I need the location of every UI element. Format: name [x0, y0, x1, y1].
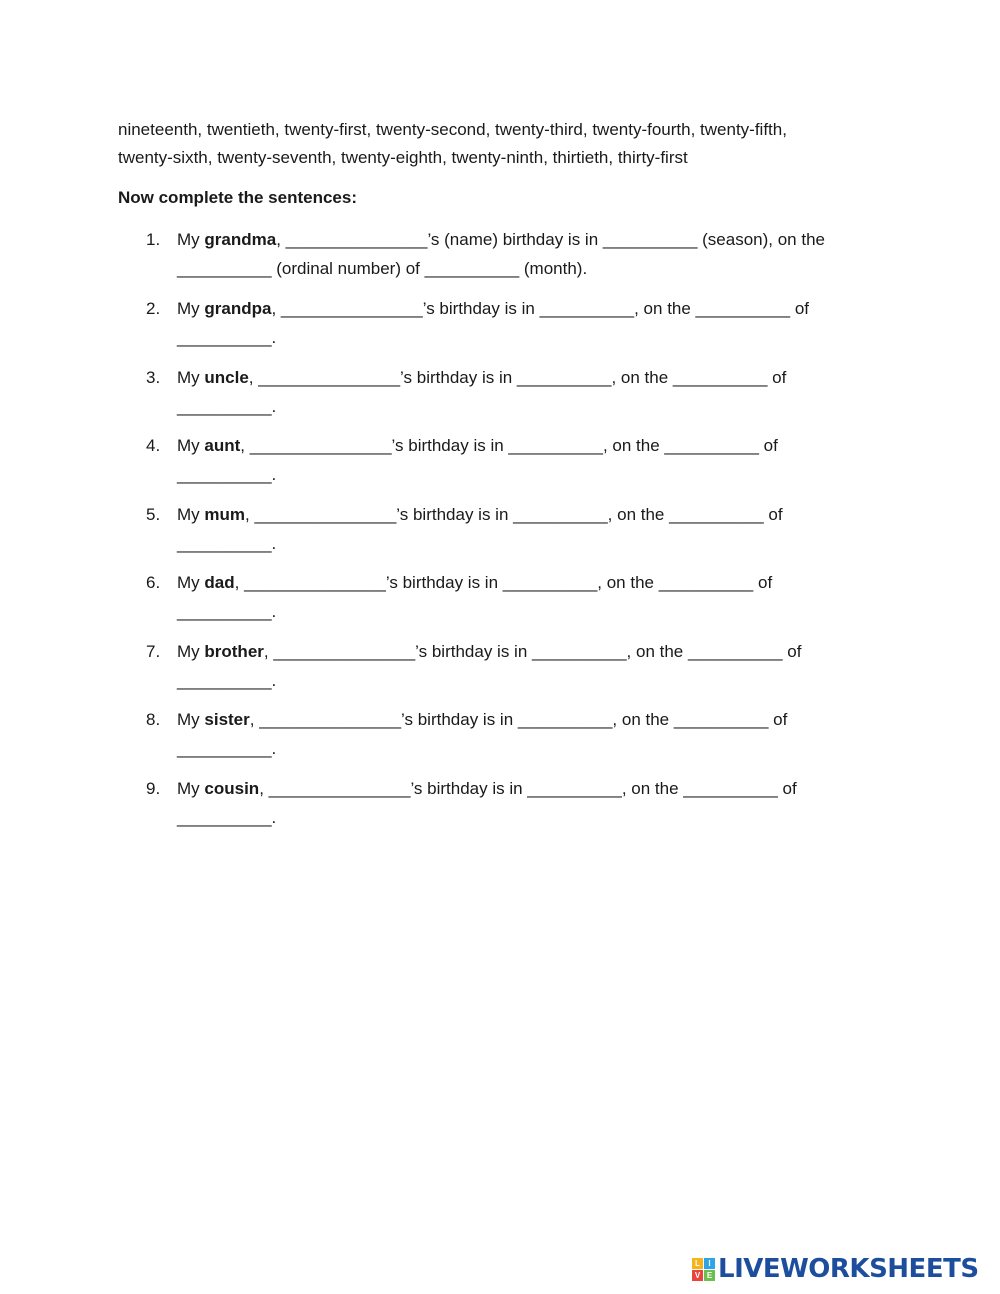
- sentence-number: 9.: [146, 779, 161, 798]
- sentence-number: 1.: [146, 230, 161, 249]
- logo-tile-v: V: [692, 1270, 703, 1281]
- instruction-heading: Now complete the sentences:: [118, 188, 358, 207]
- sentence-line-2: __________.: [177, 602, 277, 621]
- sentence-line-2: __________.: [177, 465, 277, 484]
- ordinal-word-bank: [118, 116, 878, 172]
- sentence-line-1: My mum, _______________’s birthday is in __________, on the __________ of: [177, 505, 783, 524]
- sentence-number: 2.: [146, 299, 161, 318]
- family-member: uncle: [204, 368, 249, 387]
- sentence-line-1: My sister, _______________’s birthday is in __________, on the __________ of: [177, 710, 788, 729]
- sentence-item: [146, 568, 886, 626]
- sentence-line-1: My grandpa, _______________’s birthday is in __________, on the __________ of: [177, 299, 809, 318]
- liveworksheets-logo-icon: [692, 1258, 715, 1281]
- sentence-number: 5.: [146, 505, 161, 524]
- sentence-item: [146, 637, 886, 695]
- family-member: brother: [204, 642, 264, 661]
- sentence-line-2: __________.: [177, 671, 277, 690]
- sentence-number: 3.: [146, 368, 161, 387]
- sentence-item: [146, 363, 886, 421]
- sentence-line-1: My uncle, _______________’s birthday is in __________, on the __________ of: [177, 368, 787, 387]
- logo-tile-l: L: [692, 1258, 703, 1269]
- sentence-number: 8.: [146, 710, 161, 729]
- sentence-item: [146, 774, 886, 832]
- ordinal-line-2: twenty-sixth, twenty-seventh, twenty-eighth, twenty-ninth, thirtieth, thirty-first: [118, 148, 688, 167]
- sentence-item: [146, 225, 886, 283]
- sentence-line-2: __________.: [177, 328, 277, 347]
- family-member: mum: [204, 505, 246, 524]
- ordinal-line-1: nineteenth, twentieth, twenty-first, twenty-second, twenty-third, twenty-fourth, twenty-fifth,: [118, 120, 787, 139]
- sentence-line-2: __________.: [177, 808, 277, 827]
- sentence-line-1: My cousin, _______________’s birthday is in __________, on the __________ of: [177, 779, 797, 798]
- family-member: grandpa: [204, 299, 272, 318]
- sentence-line-1: My dad, _______________’s birthday is in __________, on the __________ of: [177, 573, 773, 592]
- sentence-line-2: __________.: [177, 739, 277, 758]
- sentence-line-1: My brother, _______________’s birthday is in __________, on the __________ of: [177, 642, 802, 661]
- logo-tile-i: I: [704, 1258, 715, 1269]
- sentence-item: [146, 705, 886, 763]
- sentence-item: [146, 294, 886, 352]
- liveworksheets-logo[interactable]: [692, 1253, 979, 1285]
- sentence-line-1: My aunt, _______________’s birthday is in __________, on the __________ of: [177, 436, 778, 455]
- sentence-line-2: __________.: [177, 534, 277, 553]
- logo-wordmark: LIVEWORKSHEETS: [718, 1254, 979, 1284]
- sentence-number: 4.: [146, 436, 161, 455]
- logo-tile-e: E: [704, 1270, 715, 1281]
- family-member: dad: [204, 573, 235, 592]
- sentence-line-1: My grandma, _______________’s (name) birthday is in __________ (season), on the: [177, 230, 825, 249]
- sentence-item: [146, 431, 886, 489]
- sentence-item: [146, 500, 886, 558]
- family-member: sister: [204, 710, 250, 729]
- sentence-number: 6.: [146, 573, 161, 592]
- family-member: grandma: [204, 230, 277, 249]
- sentence-line-2: __________ (ordinal number) of __________ (month).: [177, 259, 588, 278]
- sentence-number: 7.: [146, 642, 161, 661]
- family-member: aunt: [204, 436, 241, 455]
- sentence-line-2: __________.: [177, 397, 277, 416]
- family-member: cousin: [204, 779, 260, 798]
